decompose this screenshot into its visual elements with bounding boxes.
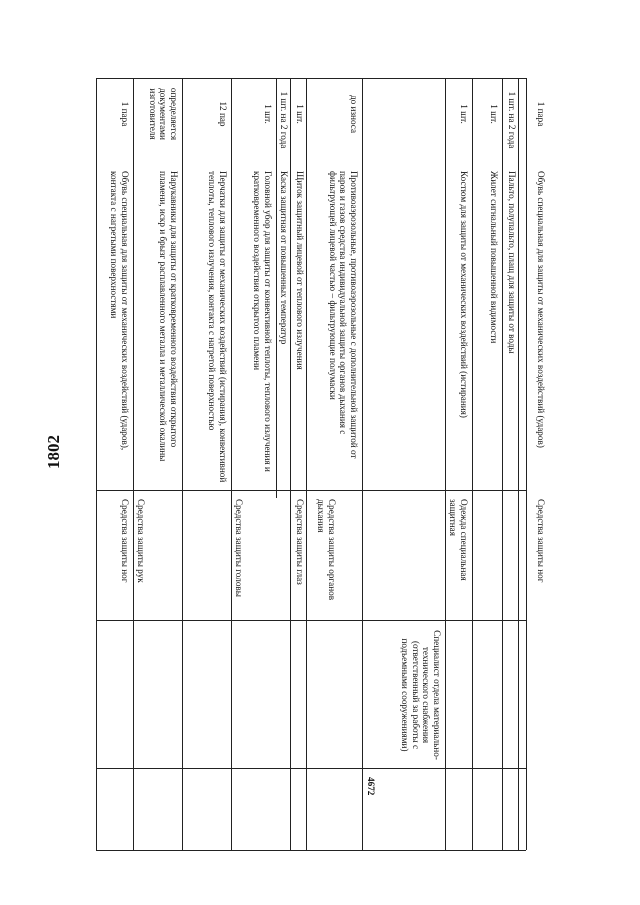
- norm-text: 1 шт. на 2 года: [279, 91, 289, 149]
- norm-text: 1 шт. на 2 года: [507, 91, 517, 149]
- table-line: [526, 78, 527, 850]
- table-line: [276, 78, 277, 498]
- norm-text: 1 пара: [536, 101, 546, 127]
- table-line: [362, 78, 363, 850]
- item-text: Нарукавники для защиты от кратковременного воздействия открытого пламени, искр и брызг расплавленного металла и металлической окалины: [158, 171, 179, 462]
- item-text: Обувь специальная для защиты от механических воздействий (ударов), контакта с нагретыми поверхностями: [109, 171, 130, 451]
- item-text: Костюм для защиты от механических воздействий (истирания): [459, 171, 469, 418]
- protection-text: Средства защиты головы: [234, 499, 244, 597]
- table-line: [445, 78, 446, 850]
- protection-text: Средства защиты глаз: [295, 499, 305, 585]
- table-line: [502, 78, 503, 850]
- table-line: [182, 78, 183, 850]
- item-text: Перчатки для защиты от механических воздействий (истирания), конвективной теплоты, теплового излучения, контакта с нагретой поверхностью: [207, 171, 228, 483]
- norm-text: 1 шт.: [263, 104, 273, 124]
- table-line: [96, 768, 526, 769]
- item-text: Противоаэрозольные, противоаэрозольные с дополнительной защитой от паров и газов средства индивидуальной защиты органов дыхания с фильтрующей лицевой частью – фильтрующие полумаски: [327, 171, 359, 459]
- item-text: Головной убор для защиты от конвективной теплоты, теплового излучения и кратковременного воздействия открытого пламени: [252, 171, 273, 472]
- table-line: [96, 78, 97, 850]
- item-text: Пальто, полупальто, плащ для защиты от воды: [507, 171, 517, 354]
- table-line: [518, 78, 519, 850]
- norm-text: до износа: [349, 94, 359, 134]
- norm-text: 12 пар: [218, 101, 228, 127]
- norm-text: определяется документами изготовителя: [147, 87, 179, 141]
- position-number: 4672: [366, 777, 376, 796]
- norm-text: 1 шт.: [459, 104, 469, 124]
- protection-text: Средства защиты ног: [536, 499, 546, 583]
- table-line: [133, 78, 134, 850]
- table-line: [96, 490, 526, 491]
- item-text: Жилет сигнальный повышенной видимости: [489, 171, 499, 344]
- page-number: 1802: [44, 435, 63, 469]
- protection-text: Средства защиты органов дыхания: [316, 499, 337, 601]
- table-line: [290, 78, 291, 850]
- protection-text: Средства защиты ног: [120, 499, 130, 583]
- norm-text: 1 шт.: [295, 104, 305, 124]
- item-text: Обувь специальная для защиты от механических воздействий (ударов): [536, 171, 546, 448]
- norm-text: 1 шт.: [489, 104, 499, 124]
- table-line: [306, 78, 307, 850]
- table-line: [96, 850, 526, 851]
- table-line: [231, 78, 232, 850]
- protection-text: Средства защиты рук: [136, 499, 146, 583]
- protection-text: Одежда специальная защитная: [448, 499, 469, 581]
- position-title: Специалист отдела материально-технического снабжения (ответственный за работы с подъемными сооружениями): [400, 630, 442, 760]
- norm-text: 1 пара: [120, 101, 130, 127]
- table-line: [472, 78, 473, 850]
- item-text: Щиток защитный лицевой от теплового излучения: [295, 171, 305, 370]
- item-text: Каска защитная от повышенных температур: [279, 171, 289, 345]
- table-line: [96, 78, 526, 79]
- table-line: [96, 620, 526, 621]
